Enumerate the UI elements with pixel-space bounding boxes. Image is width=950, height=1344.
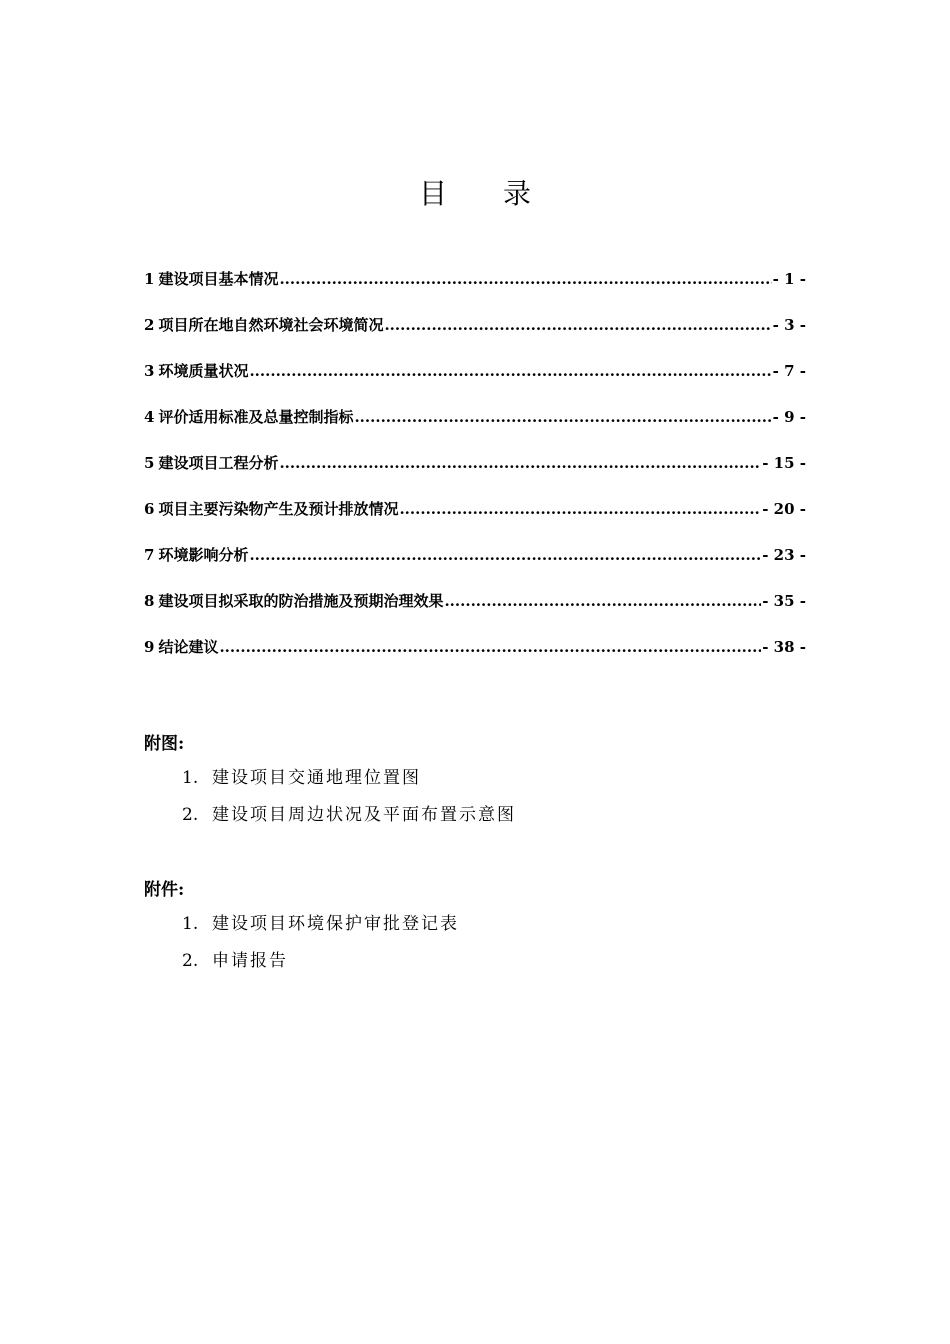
toc-leader-dots	[399, 500, 761, 518]
toc-entry-page: - 23 -	[762, 546, 806, 564]
toc-entry-page: - 20 -	[762, 500, 806, 518]
toc-entry-number: 3	[144, 362, 155, 380]
list-item-number: 1.	[182, 914, 199, 934]
toc-entry-3[interactable]	[144, 360, 806, 406]
toc-entry-1[interactable]	[144, 268, 806, 314]
toc-entry-number: 2	[144, 316, 155, 334]
toc-leader-dots	[384, 316, 771, 334]
figures-heading: 附图:	[144, 734, 185, 754]
list-item	[144, 800, 764, 837]
list-item	[144, 763, 764, 800]
toc-leader-dots	[279, 454, 761, 472]
toc-entry-6[interactable]	[144, 498, 806, 544]
toc-entry-label: 项目所在地自然环境社会环境简况	[158, 316, 384, 334]
list-item	[144, 946, 764, 983]
toc-entry-7[interactable]	[144, 544, 806, 590]
list-item-number: 2.	[182, 951, 199, 971]
toc-entry-label: 建设项目基本情况	[158, 270, 279, 288]
toc-entry-number: 5	[144, 454, 155, 472]
toc-entry-number: 6	[144, 500, 155, 518]
list-item-label: 建设项目交通地理位置图	[212, 768, 421, 788]
title-char-2: 录	[503, 177, 532, 210]
figures-section	[144, 729, 764, 837]
figures-list	[144, 763, 764, 837]
toc-entry-number: 9	[144, 638, 155, 656]
list-item	[144, 909, 764, 946]
list-item-label: 建设项目周边状况及平面布置示意图	[212, 805, 516, 825]
toc-entry-page: - 7 -	[772, 362, 806, 380]
toc-entry-page: - 1 -	[772, 270, 806, 288]
toc-entry-2[interactable]	[144, 314, 806, 360]
list-item-number: 2.	[182, 805, 199, 825]
toc-leader-dots	[219, 638, 761, 656]
toc-leader-dots	[279, 270, 771, 288]
toc-leader-dots	[249, 546, 761, 564]
toc-leader-dots	[354, 408, 771, 426]
list-item-label: 建设项目环境保护审批登记表	[212, 914, 459, 934]
toc-entry-number: 4	[144, 408, 155, 426]
toc-leader-dots	[444, 592, 761, 610]
title-char-1: 目	[418, 177, 447, 210]
list-item-number: 1.	[182, 768, 199, 788]
toc-entry-page: - 9 -	[772, 408, 806, 426]
toc-entry-label: 项目主要污染物产生及预计排放情况	[158, 500, 399, 518]
attachments-heading: 附件:	[144, 880, 185, 900]
toc-entry-label: 建设项目拟采取的防治措施及预期治理效果	[158, 592, 444, 610]
toc-entry-label: 环境质量状况	[158, 362, 249, 380]
toc-entry-number: 1	[144, 270, 155, 288]
toc-entry-8[interactable]	[144, 590, 806, 636]
toc-entry-5[interactable]	[144, 452, 806, 498]
toc-entry-label: 环境影响分析	[158, 546, 249, 564]
toc-entry-label: 建设项目工程分析	[158, 454, 279, 472]
toc-entry-number: 7	[144, 546, 155, 564]
table-of-contents	[144, 268, 806, 682]
page-title	[0, 172, 950, 212]
toc-entry-9[interactable]	[144, 636, 806, 682]
toc-entry-label: 结论建议	[158, 638, 219, 656]
toc-entry-page: - 35 -	[762, 592, 806, 610]
toc-leader-dots	[249, 362, 771, 380]
toc-entry-number: 8	[144, 592, 155, 610]
list-item-label: 申请报告	[212, 951, 288, 971]
attachments-list	[144, 909, 764, 983]
toc-entry-page: - 3 -	[772, 316, 806, 334]
attachments-section	[144, 875, 764, 983]
toc-entry-4[interactable]	[144, 406, 806, 452]
toc-entry-page: - 15 -	[762, 454, 806, 472]
toc-entry-label: 评价适用标准及总量控制指标	[158, 408, 354, 426]
toc-entry-page: - 38 -	[762, 638, 806, 656]
